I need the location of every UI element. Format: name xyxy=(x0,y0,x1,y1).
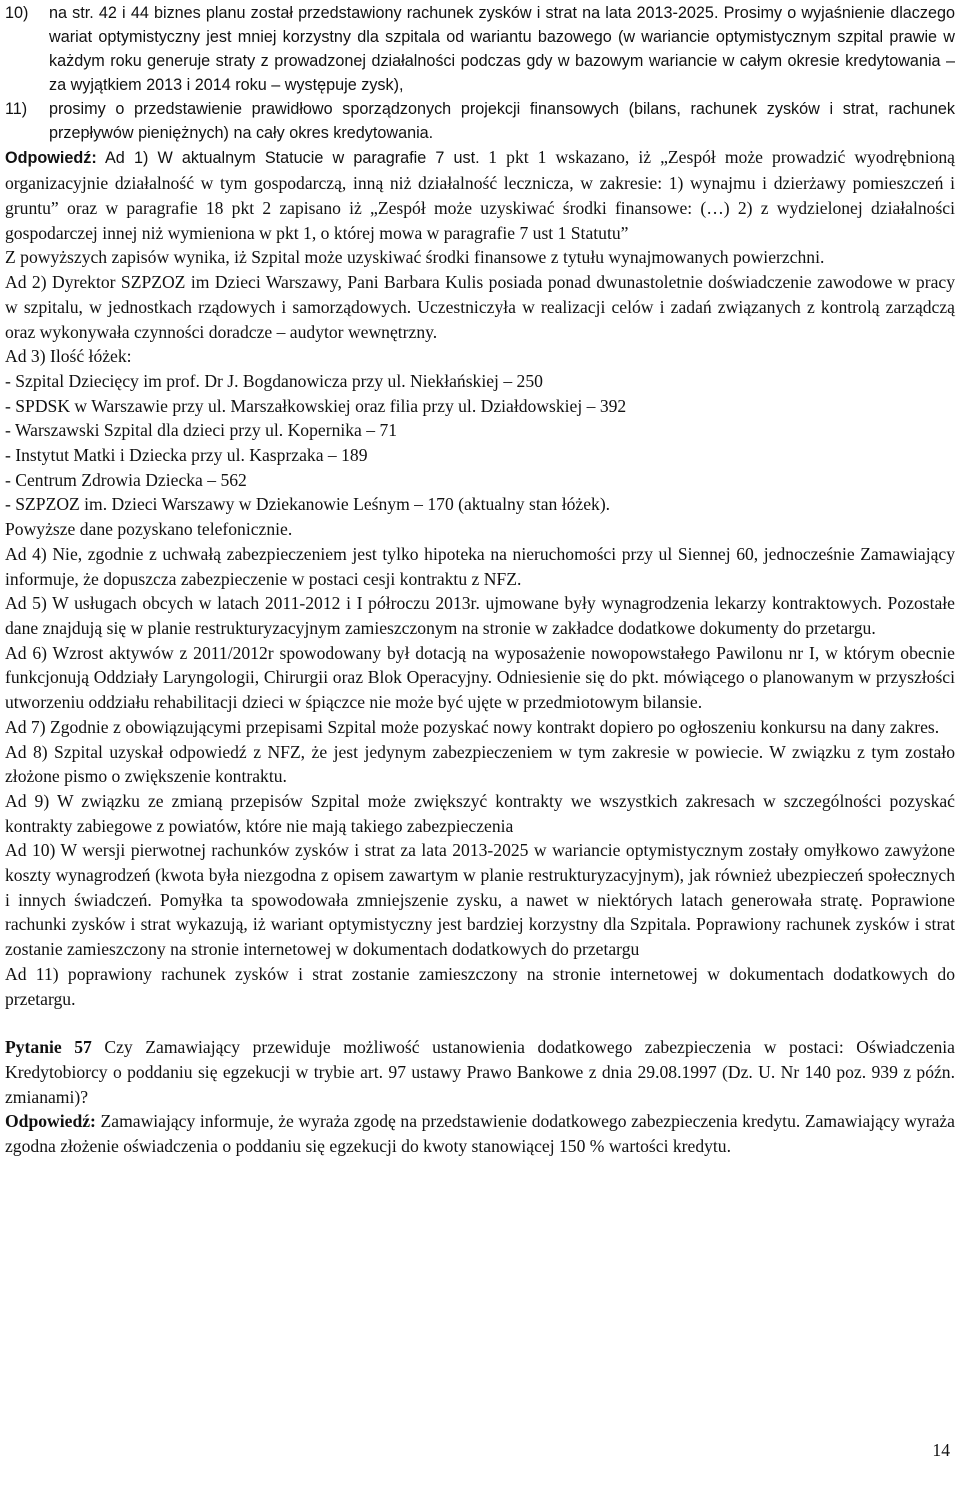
question-text: prosimy o przedstawienie prawidłowo sporządzonych projekcji finansowych (bilans, rachunek zysków i strat, rachunek przepływów pieniężnych) na cały okres kredytowania. xyxy=(49,99,955,142)
answer-label: Odpowiedź: xyxy=(5,149,97,168)
answer-ad11: Ad 11) poprawiony rachunek zysków i strat zostanie zamieszczony na stronie internetowej w dokumentach dodatkowych do przetargu. xyxy=(5,963,955,1009)
answer-ad4: Ad 4) Nie, zgodnie z uchwałą zabezpieczeniem jest tylko hipoteka na nieruchomości przy ul Siennej 60, jednocześnie Zamawiający informuje, że dopuszcza zabezpieczenie w postaci cesji kontraktu z NFZ. xyxy=(5,543,955,589)
page-number: 14 xyxy=(932,1440,950,1460)
bed-count-item: - SPDSK w Warszawie przy ul. Marszałkowskiej oraz filia przy ul. Działdowskiej – 392 xyxy=(5,395,627,416)
answer-ad8: Ad 8) Szpital uzyskał odpowiedź z NFZ, że jest jedynym zabezpieczeniem w tym zakresie w powiecie. W związku z tym zostało złożone pismo o zwiększenie kontraktu. xyxy=(5,741,955,787)
question-number: 11) xyxy=(5,99,28,118)
bed-count-item: - SZPZOZ im. Dzieci Warszawy w Dziekanowie Leśnym – 170 (aktualny stan łóżek). xyxy=(5,494,611,515)
answer-ad7: Ad 7) Zgodnie z obowiązującymi przepisami Szpital może pozyskać nowy kontrakt dopiero po ogłoszeniu konkursu na dany zakres. xyxy=(5,716,940,737)
question-number: 10) xyxy=(5,4,29,22)
question-57-answer-text: Zamawiający informuje, że wyraża zgodę na przedstawienie dodatkowego zabezpieczenia kredytu. Zamawiający wyraża zgodna złożenie oświadczenia o poddaniu się egzekucji do kwoty stanowiącej 150 % wartości kredytu. xyxy=(5,1111,955,1157)
answer-ad1-first: Ad 1) W aktualnym Statucie w paragrafie 7 ust. xyxy=(104,149,480,168)
section-spacer xyxy=(5,1011,955,1035)
answer-ad9: Ad 9) W związku ze zmianą przepisów Szpital może zwiększyć kontrakty we wszystkich zakresach w szczególności pozyskać kontrakty zabiegowe z powiatów, które nie mają takiego zabezpieczenia xyxy=(5,790,955,836)
answer-ad6: Ad 6) Wzrost aktywów z 2011/2012r spowodowany był dotacją na wyposażenie nowopowstałego Pawilonu nr I, w którym obecnie funkcjonują Oddziały Laryngologii, Chirurgii oraz Blok Operacyjny. Odniesienie się do pkt. mówiącego o planowanym w przyszłości utworzeniu oddziału rehabilitacji dzieci w śpiączce nie może być ujęte w przedmiotowym bilansie. xyxy=(5,642,955,713)
ad1-conclusion: Z powyższych zapisów wynika, iż Szpital może uzyskiwać środki finansowe z tytułu wynajmowanych powierzchni. xyxy=(5,247,825,268)
question-57-answer xyxy=(5,1109,955,1158)
answer-ad1-rest: 1 pkt 1 wskazano, iż „Zespół może prowadzić wyodrębnioną organizacyjnie działalność w tym gospodarczą, inną niż działalność lecznicza, w zakresie: 1) wynajmu i dzierżawy pomieszczeń i gruntu” oraz w paragrafie 18 pkt 2 zapisano iż „Zespół może uzyskiwać środki finansowe: (…) 2) z wydzielonej działalności gospodarczej innej niż wymieniona w pkt 1, o której mowa w paragrafie 7 ust 1 Statutu” xyxy=(5,147,955,243)
question-item-11 xyxy=(5,98,955,146)
question-item-10 xyxy=(5,2,955,98)
question-text: na str. 42 i 44 biznes planu został przedstawiony rachunek zysków i strat na lata 2013-2025. Prosimy o wyjaśnienie dlaczego wariat optymistyczny jest mniej korzystny dla szpitala od wariantu bazowego (w wariancie optymistycznym szpital prawie w każdym roku generuje straty z prowadzonej działalności podczas gdy w bazowym wariancie w całym okresie kredytowania – za wyjątkiem 2013 i 2014 roku – występuje zysk), xyxy=(49,4,955,94)
question-57-label: Pytanie 57 xyxy=(5,1037,92,1058)
bed-count-item: - Warszawski Szpital dla dzieci przy ul. Kopernika – 71 xyxy=(5,420,398,441)
question-57-text: Czy Zamawiający przewiduje możliwość ustanowienia dodatkowego zabezpieczenia w postaci: Oświadczenia Kredytobiorcy o poddaniu się egzekucji w trybie art. 97 ustawy Prawo Bankowe z dnia 29.08.1997 (Dz. U. Nr 140 poz. 939 z późn. zmianami)? xyxy=(5,1037,955,1107)
answer-label: Odpowiedź: xyxy=(5,1111,96,1132)
answer-ad1 xyxy=(5,145,955,245)
bed-count-item: - Centrum Zdrowia Dziecka – 562 xyxy=(5,469,247,490)
document-page xyxy=(5,2,955,1159)
bed-count-item: - Szpital Dziecięcy im prof. Dr J. Bogdanowicza przy ul. Niekłańskiej – 250 xyxy=(5,370,543,391)
answer-ad10: Ad 10) W wersji pierwotnej rachunków zysków i strat za lata 2013-2025 w wariancie optymistycznym zostały omyłkowo zawyżone koszty wynagrodzeń (kwota była niezgodna z opisem zawartym w planie restrukturyzacyjnym), jak również ubezpieczeń społecznych i innych świadczeń. Pomyłka ta spowodowała zmniejszenie zysku, a nawet w niektórych latach generowała stratę. Poprawione rachunki zysków i strat wykazują, iż wariant optymistyczny jest bardziej korzystny dla Szpitala. Poprawiony rachunek zysków i strat zostanie zamieszczony na stronie internetowej w dokumentach dodatkowych do przetargu xyxy=(5,840,955,960)
answer-ad3-title: Ad 3) Ilość łóżek: xyxy=(5,346,132,367)
bed-count-item: - Instytut Matki i Dziecka przy ul. Kasprzaka – 189 xyxy=(5,445,368,466)
ad3-note: Powyższe dane pozyskano telefonicznie. xyxy=(5,519,293,540)
answer-ad5: Ad 5) W usługach obcych w latach 2011-2012 i I półroczu 2013r. ujmowane były wynagrodzenia lekarzy kontraktowych. Pozostałe dane znajdują się w planie restrukturyzacyjnym zamieszczonym na stronie w zakładce dodatkowe dokumenty do przetargu. xyxy=(5,593,955,638)
question-57 xyxy=(5,1035,955,1109)
answer-ad2: Ad 2) Dyrektor SZPZOZ im Dzieci Warszawy, Pani Barbara Kulis posiada ponad dwunastoletnie doświadczenie zawodowe w pracy w szpitalu, w jednostkach rządowych i samorządowych. Uczestniczyła w realizacji celów i zadań związanych z kontrolą zarządczą oraz wykonywała czynności doradcze – audytor wewnętrzny. xyxy=(5,272,955,342)
